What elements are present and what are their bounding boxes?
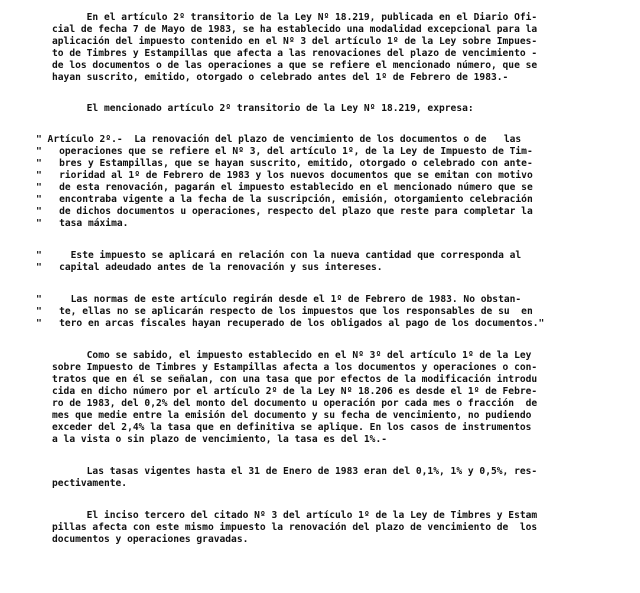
text-line: sobre Impuesto de Timbres y Estampillas afecta a los documentos y operaciones o con-: [52, 362, 538, 373]
quote-line: " de dichos documentos u operaciones, respecto del plazo que reste para completar la: [36, 206, 533, 217]
quote-line: " tasa máxima.: [36, 218, 129, 229]
quote-line: " Las normas de este artículo regirán desde el 1º de Febrero de 1983. No obstan-: [36, 294, 522, 305]
quote-line: " encontraba vigente a la fecha de la suscripción, emisión, otorgamiento celebración: [36, 194, 533, 205]
quote-line: " de esta renovación, pagarán el impuesto establecido en el mencionado número que se: [36, 182, 533, 193]
text-line: cida en dicho número por el artículo 2º de la Ley Nº 18.206 es desde el 1º de Febre-: [52, 386, 538, 397]
quote-line: " tero en arcas fiscales hayan recuperado de los obligados al pago de los documentos.": [36, 318, 545, 329]
quote-line: " operaciones que se refiere el Nº 3, del artículo 1º, de la Ley de Impuesto de Tim-: [36, 146, 533, 157]
quote-line: " capital adeudado antes de la renovación y sus intereses.: [36, 262, 383, 273]
text-line: El inciso tercero del citado Nº 3 del artículo 1º de la Ley de Timbres y Estam: [52, 510, 538, 521]
text-line: Las tasas vigentes hasta el 31 de Enero de 1983 eran del 0,1%, 1% y 0,5%, res-: [52, 466, 538, 477]
quote-line: " te, ellas no se aplicarán respecto de los impuestos que los responsables de su en: [36, 306, 533, 317]
text-line: Como se sabido, el impuesto establecido en el Nº 3º del artículo 1º de la Ley: [52, 350, 532, 361]
quote-line: " bres y Estampillas, que se hayan suscrito, emitido, otorgado o celebrado con ante-: [36, 158, 533, 169]
quote-line: " Artículo 2º.- La renovación del plazo de vencimiento de los documentos o de las: [36, 134, 522, 145]
text-line: aplicación del impuesto contenido en el Nº 3 del artículo 1º de la Ley sobre Impues-: [52, 36, 538, 47]
text-line: tratos que en él se señalan, con una tasa que por efectos de la modificación introdu: [52, 374, 538, 385]
text-line: pectivamente.: [52, 478, 128, 489]
quote-line: " rioridad al 1º de Febrero de 1983 y los nuevos documentos que se emitan con motivo: [36, 170, 533, 181]
text-line: a la vista o sin plazo de vencimiento, la tasa es del 1%.-: [52, 434, 388, 445]
text-line: En el artículo 2º transitorio de la Ley Nº 18.219, publicada en el Diario Ofi-: [52, 12, 538, 23]
text-line: pillas afecta con este mismo impuesto la renovación del plazo de vencimiento de los: [52, 522, 538, 533]
text-line: El mencionado artículo 2º transitorio de la Ley Nº 18.219, expresa:: [52, 103, 474, 114]
text-line: hayan suscrito, emitido, otorgado o celebrado antes del 1º de Febrero de 1983.-: [52, 72, 509, 83]
text-line: documentos y operaciones gravadas.: [52, 534, 249, 545]
quote-line: " Este impuesto se aplicará en relación con la nueva cantidad que corresponda al: [36, 250, 522, 261]
text-line: to de Timbres y Estampillas que afecta a las renovaciones del plazo de vencimiento -: [52, 48, 538, 59]
text-line: de los documentos o de las operaciones a que se refiere el mencionado número, que se: [52, 60, 538, 71]
text-line: cial de fecha 7 de Mayo de 1983, se ha establecido una modalidad excepcional para la: [52, 24, 538, 35]
text-line: exceder del 2,4% la tasa que en definitiva se aplique. En los casos de instrumentos: [52, 422, 532, 433]
text-line: mes que medie entre la emisión del documento y su fecha de vencimiento, no pudiendo: [52, 410, 532, 421]
text-line: ro de 1983, del 0,2% del monto del documento u operación por cada mes o fracción de: [52, 398, 538, 409]
